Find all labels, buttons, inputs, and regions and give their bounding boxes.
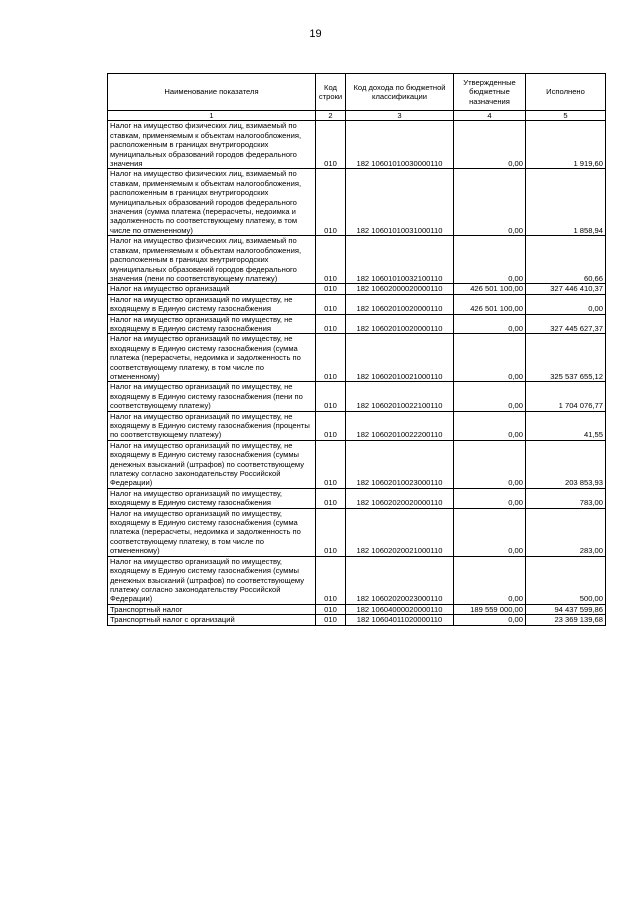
row-approved: 0,00 bbox=[454, 169, 526, 236]
row-line-code: 010 bbox=[316, 382, 346, 411]
row-revenue-code: 182 10602000020000110 bbox=[346, 284, 454, 294]
table-row bbox=[108, 294, 606, 314]
header-revenue-code: Код дохода по бюджетной классификации bbox=[346, 74, 454, 111]
row-name: Налог на имущество организаций по имуществу, не входящему в Единую систему газоснабжения bbox=[108, 314, 316, 334]
row-executed: 60,66 bbox=[526, 236, 606, 284]
row-approved: 0,00 bbox=[454, 411, 526, 440]
row-name: Налог на имущество организаций по имуществу, входящему в Единую систему газоснабжения bbox=[108, 488, 316, 508]
table-row bbox=[108, 556, 606, 604]
row-line-code: 010 bbox=[316, 604, 346, 614]
row-executed: 500,00 bbox=[526, 556, 606, 604]
row-revenue-code: 182 10602010021000110 bbox=[346, 334, 454, 382]
row-approved: 426 501 100,00 bbox=[454, 284, 526, 294]
table-row bbox=[108, 121, 606, 169]
row-revenue-code: 182 10602010023000110 bbox=[346, 440, 454, 488]
row-approved: 0,00 bbox=[454, 314, 526, 334]
table-row bbox=[108, 440, 606, 488]
row-name: Налог на имущество организаций по имуществу, не входящему в Единую систему газоснабжения bbox=[108, 294, 316, 314]
row-line-code: 010 bbox=[316, 411, 346, 440]
row-line-code: 010 bbox=[316, 440, 346, 488]
revenue-table bbox=[107, 73, 606, 626]
row-executed: 23 369 139,68 bbox=[526, 615, 606, 625]
row-executed: 325 537 655,12 bbox=[526, 334, 606, 382]
row-executed: 327 445 627,37 bbox=[526, 314, 606, 334]
row-name: Налог на имущество физических лиц, взимаемый по ставкам, применяемым к объектам налогообложения, расположенным в границах внутригородских муниципальных образований городов федерального значения bbox=[108, 121, 316, 169]
row-approved: 189 559 000,00 bbox=[454, 604, 526, 614]
row-name: Налог на имущество организаций по имуществу, не входящему в Единую систему газоснабжения (проценты по соответствующему платежу) bbox=[108, 411, 316, 440]
row-revenue-code: 182 10602010022100110 bbox=[346, 382, 454, 411]
table-row bbox=[108, 488, 606, 508]
row-approved: 0,00 bbox=[454, 556, 526, 604]
row-executed: 41,55 bbox=[526, 411, 606, 440]
row-name: Налог на имущество организаций по имуществу, входящему в Единую систему газоснабжения (суммы денежных взысканий (штрафов) по соответствующему платежу согласно законодательству Российской Федерации) bbox=[108, 556, 316, 604]
row-revenue-code: 182 10602010020000110 bbox=[346, 314, 454, 334]
row-executed: 283,00 bbox=[526, 508, 606, 556]
row-approved: 0,00 bbox=[454, 440, 526, 488]
row-revenue-code: 182 10601010031000110 bbox=[346, 169, 454, 236]
table-row bbox=[108, 169, 606, 236]
row-approved: 426 501 100,00 bbox=[454, 294, 526, 314]
row-line-code: 010 bbox=[316, 488, 346, 508]
table-header-row bbox=[108, 74, 606, 111]
row-line-code: 010 bbox=[316, 236, 346, 284]
row-line-code: 010 bbox=[316, 508, 346, 556]
row-line-code: 010 bbox=[316, 294, 346, 314]
row-approved: 0,00 bbox=[454, 236, 526, 284]
row-line-code: 010 bbox=[316, 556, 346, 604]
table-row bbox=[108, 284, 606, 294]
row-line-code: 010 bbox=[316, 169, 346, 236]
table-row bbox=[108, 508, 606, 556]
row-name: Транспортный налог bbox=[108, 604, 316, 614]
column-number: 2 bbox=[316, 111, 346, 121]
header-approved: Утвержденные бюджетные назначения bbox=[454, 74, 526, 111]
row-line-code: 010 bbox=[316, 314, 346, 334]
row-executed: 203 853,93 bbox=[526, 440, 606, 488]
column-number: 3 bbox=[346, 111, 454, 121]
row-name: Транспортный налог с организаций bbox=[108, 615, 316, 625]
row-approved: 0,00 bbox=[454, 334, 526, 382]
row-executed: 94 437 599,86 bbox=[526, 604, 606, 614]
row-executed: 0,00 bbox=[526, 294, 606, 314]
row-approved: 0,00 bbox=[454, 121, 526, 169]
row-revenue-code: 182 10602020020000110 bbox=[346, 488, 454, 508]
row-approved: 0,00 bbox=[454, 382, 526, 411]
row-approved: 0,00 bbox=[454, 508, 526, 556]
header-executed: Исполнено bbox=[526, 74, 606, 111]
column-number: 1 bbox=[108, 111, 316, 121]
row-name: Налог на имущество физических лиц, взимаемый по ставкам, применяемым к объектам налогообложения, расположенным в границах внутригородских муниципальных образований городов федерального значения (пени по соответствующему платежу) bbox=[108, 236, 316, 284]
row-line-code: 010 bbox=[316, 284, 346, 294]
row-name: Налог на имущество организаций по имуществу, не входящему в Единую систему газоснабжения (пени по соответствующему платежу) bbox=[108, 382, 316, 411]
row-line-code: 010 bbox=[316, 121, 346, 169]
table-row bbox=[108, 334, 606, 382]
row-revenue-code: 182 10601010032100110 bbox=[346, 236, 454, 284]
row-revenue-code: 182 10604011020000110 bbox=[346, 615, 454, 625]
row-line-code: 010 bbox=[316, 615, 346, 625]
table-row bbox=[108, 236, 606, 284]
table-row bbox=[108, 411, 606, 440]
row-name: Налог на имущество организаций по имуществу, не входящему в Единую систему газоснабжения (сумма платежа (перерасчеты, недоимка и задолженность по соответствующему платежу, в том числе по отмененному) bbox=[108, 334, 316, 382]
table-row bbox=[108, 604, 606, 614]
row-line-code: 010 bbox=[316, 334, 346, 382]
column-number: 4 bbox=[454, 111, 526, 121]
row-name: Налог на имущество физических лиц, взимаемый по ставкам, применяемым к объектам налогообложения, расположенным в границах внутригородских муниципальных образований городов федерального значения (сумма платежа (перерасчеты, недоимка и задолженность по соответствующему платежу, в том числе по отмененному) bbox=[108, 169, 316, 236]
row-executed: 327 446 410,37 bbox=[526, 284, 606, 294]
table-row bbox=[108, 615, 606, 625]
row-revenue-code: 182 10601010030000110 bbox=[346, 121, 454, 169]
row-executed: 1 858,94 bbox=[526, 169, 606, 236]
row-name: Налог на имущество организаций по имуществу, входящему в Единую систему газоснабжения (сумма платежа (перерасчеты, недоимка и задолженность по соответствующему платежу, в том числе по отмененному) bbox=[108, 508, 316, 556]
row-name: Налог на имущество организаций bbox=[108, 284, 316, 294]
row-revenue-code: 182 10602020021000110 bbox=[346, 508, 454, 556]
row-revenue-code: 182 10604000020000110 bbox=[346, 604, 454, 614]
table-row bbox=[108, 314, 606, 334]
column-number-row bbox=[108, 111, 606, 121]
row-approved: 0,00 bbox=[454, 488, 526, 508]
row-executed: 1 919,60 bbox=[526, 121, 606, 169]
page-number: 19 bbox=[309, 28, 322, 40]
row-executed: 783,00 bbox=[526, 488, 606, 508]
row-revenue-code: 182 10602010020000110 bbox=[346, 294, 454, 314]
row-revenue-code: 182 10602020023000110 bbox=[346, 556, 454, 604]
row-executed: 1 704 076,77 bbox=[526, 382, 606, 411]
header-indicator-name: Наименование показателя bbox=[108, 74, 316, 111]
table-row bbox=[108, 382, 606, 411]
header-line-code: Код строки bbox=[316, 74, 346, 111]
row-revenue-code: 182 10602010022200110 bbox=[346, 411, 454, 440]
column-number: 5 bbox=[526, 111, 606, 121]
row-approved: 0,00 bbox=[454, 615, 526, 625]
row-name: Налог на имущество организаций по имуществу, не входящему в Единую систему газоснабжения (суммы денежных взысканий (штрафов) по соответствующему платежу согласно законодательству Российской Федерации) bbox=[108, 440, 316, 488]
